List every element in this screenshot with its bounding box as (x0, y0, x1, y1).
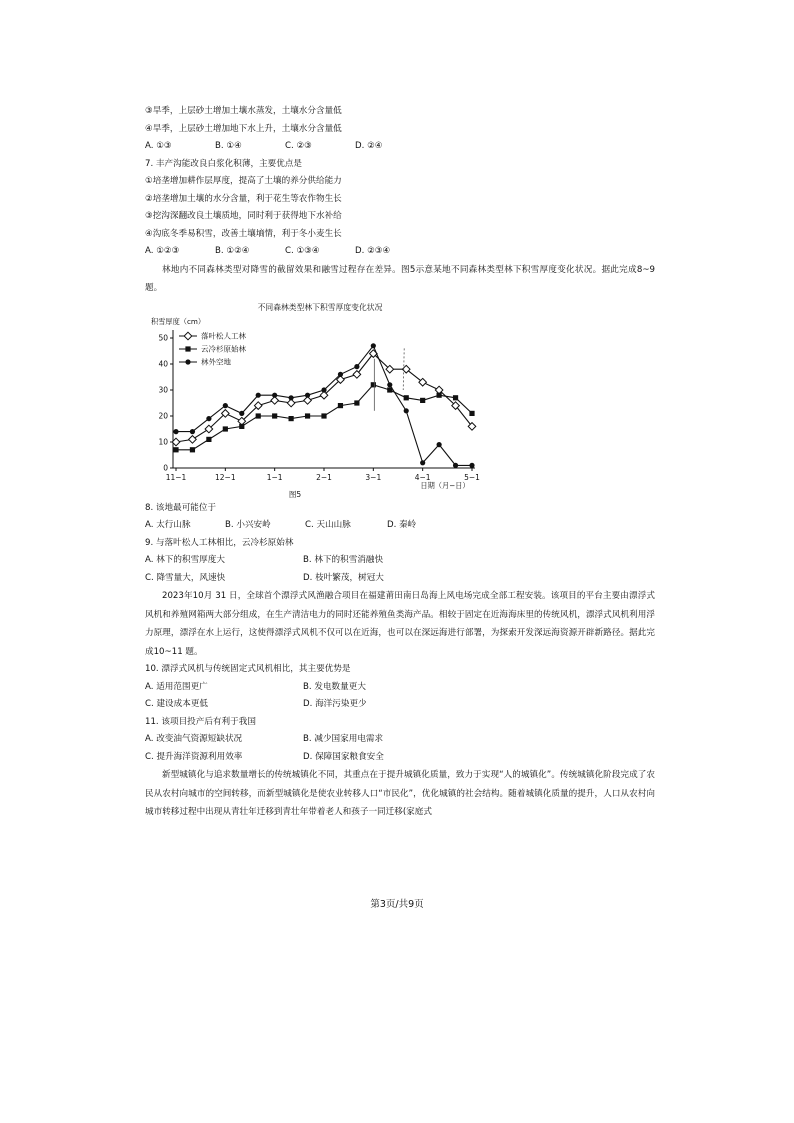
point-square (223, 426, 228, 431)
point-square (190, 447, 195, 452)
point-dot (206, 416, 211, 421)
q11-choices-row2 (145, 749, 655, 767)
y-tick-label: 0 (163, 463, 168, 472)
q9-choice-b[interactable]: B. 林下的积雪消融快 (303, 555, 384, 565)
q9-choice-a[interactable]: A. 林下的积雪厚度大 (145, 555, 225, 565)
x-tick-label: 5−1 (464, 472, 480, 482)
point-square (173, 447, 178, 452)
q7-item-2: ②培垄增加土壤的水分含量，利于花生等农作物生长 (145, 193, 342, 204)
q9-choice-c[interactable]: C. 降雪量大，风速快 (145, 572, 226, 583)
legend-marker-diamond (184, 332, 192, 340)
x-tick-label: 2−1 (316, 472, 332, 482)
point-square (469, 410, 474, 415)
point-square (321, 413, 326, 418)
q9-choice-d[interactable]: D. 枝叶繁茂，树冠大 (303, 572, 384, 583)
q7-item-4: ④沟底冬季易积雪，改善土壤墒情，利于冬小麦生长 (145, 228, 342, 239)
q11-choice-a[interactable]: A. 改变油气资源短缺状况 (145, 734, 243, 744)
y-tick-label: 20 (158, 411, 168, 420)
point-dot (256, 392, 261, 397)
intro-next: 新型城镇化与追求数量增长的传统城镇化不同，其重点在于提升城镇化质量，致力于实现“人的城镇化”。传统城镇化阶段完成了农民从农村向城市的空间转移，而新型城镇化是使农业转移人口“市民化”，优化城镇的社会结构。随着城镇化质量的提升，人口从农村向城市转移过程中出现从青壮年迁移到青壮年带着老人和孩子一同迁移(家庭式 (145, 770, 655, 817)
point-square (354, 400, 359, 405)
point-dot (387, 382, 392, 387)
q6-choice-a[interactable]: A. ①③ (145, 141, 172, 151)
chart-title: 不同森林类型林下积雪厚度变化状况 (257, 302, 383, 312)
point-dot (173, 429, 178, 434)
point-dot (453, 462, 458, 467)
q10-choice-d[interactable]: D. 海洋污染更少 (303, 699, 367, 709)
x-axis-label: 日期（月−日） (420, 480, 470, 490)
legend-label-2: 云冷杉原始林 (201, 344, 246, 354)
chart-svg (145, 300, 495, 500)
x-tick-label: 12−1 (215, 472, 236, 482)
q6-choice-d[interactable]: D. ②④ (355, 141, 383, 151)
q9-stem: 9. 与落叶松人工林相比，云冷杉原始林 (145, 537, 294, 548)
q9-choices-row1 (145, 552, 655, 570)
y-tick-label: 10 (158, 437, 168, 446)
q11-choices-row1 (145, 731, 655, 749)
point-square (453, 395, 458, 400)
point-dot (354, 364, 359, 369)
point-square (239, 423, 244, 428)
point-dot (371, 343, 376, 348)
legend-label-3: 林外空地 (201, 357, 231, 367)
q6-choice-b[interactable]: B. ①④ (215, 141, 242, 151)
q6-choices (145, 138, 655, 156)
x-tick-label: 3−1 (365, 472, 382, 482)
q6-item-3: ③旱季，上层砂土增加土壤水蒸发，土壤水分含量低 (145, 106, 342, 116)
point-diamond (189, 435, 197, 443)
y-tick-label: 40 (158, 359, 168, 368)
q8-choice-c[interactable]: C. 天山山脉 (305, 520, 351, 530)
y-tick-label: 50 (158, 333, 168, 342)
q10-choices-row2 (145, 696, 655, 714)
point-dot (239, 410, 244, 415)
q11-stem: 11. 该项目投产后有利于我国 (145, 716, 256, 727)
q7-choice-b[interactable]: B. ①②④ (215, 246, 250, 256)
q7-choice-a[interactable]: A. ①②③ (145, 246, 180, 256)
q10-stem: 10. 漂浮式风机与传统固定式风机相比，其主要优势是 (145, 664, 351, 674)
point-dot (272, 392, 277, 397)
q6-item-4: ④旱季，上层砂土增加地下水上升，土壤水分含量低 (145, 123, 342, 134)
point-square (338, 403, 343, 408)
point-square (371, 382, 376, 387)
q6-choice-c[interactable]: C. ②③ (285, 141, 312, 151)
point-square (305, 413, 310, 418)
y-tick-label: 30 (158, 385, 168, 394)
figure-5-chart (145, 300, 495, 500)
q9-choices-row2 (145, 570, 655, 588)
point-dot (305, 392, 310, 397)
point-dot (437, 442, 442, 447)
q8-choices (145, 517, 655, 535)
point-dot (190, 429, 195, 434)
q7-item-3: ③挖沟深翻改良土壤质地，同时利于获得地下水补给 (145, 211, 342, 221)
q7-item-1: ①培垄增加耕作层厚度，提高了土壤的养分供给能力 (145, 176, 342, 186)
x-tick-label: 11−1 (165, 472, 187, 482)
q7-stem: 7. 丰产沟能改良白浆化积薄，主要优点是 (145, 158, 303, 169)
q10-choices-row1 (145, 679, 655, 697)
point-dot (321, 387, 326, 392)
y-axis-label: 积雪厚度（cm） (151, 316, 206, 326)
legend-label-1: 落叶松人工林 (201, 331, 246, 341)
q8-choice-a[interactable]: A. 太行山脉 (145, 520, 191, 530)
point-square (206, 436, 211, 441)
page-content (145, 103, 655, 822)
point-dot (404, 408, 409, 413)
point-square (256, 413, 261, 418)
point-square (404, 395, 409, 400)
q11-choice-b[interactable]: B. 减少国家用电需求 (303, 734, 384, 744)
figure-caption: 图5 (288, 489, 302, 499)
q7-choice-c[interactable]: C. ①③④ (285, 246, 320, 256)
point-dot (289, 395, 294, 400)
q10-choice-c[interactable]: C. 建设成本更低 (145, 699, 209, 709)
point-square (437, 392, 442, 397)
q7-choices (145, 243, 655, 261)
point-square (289, 416, 294, 421)
q8-choice-d[interactable]: D. 秦岭 (387, 520, 417, 530)
q7-choice-d[interactable]: D. ②③④ (355, 246, 391, 256)
x-tick-label: 4−1 (414, 472, 431, 482)
point-dot (338, 371, 343, 376)
q10-choice-a[interactable]: A. 适用范围更广 (145, 681, 208, 692)
q8-stem: 8. 该地最可能位于 (145, 502, 217, 513)
legend-marker-square (185, 346, 190, 351)
point-square (272, 413, 277, 418)
q11-choice-c[interactable]: C. 提升海洋资源利用效率 (145, 751, 243, 762)
q8-choice-b[interactable]: B. 小兴安岭 (225, 520, 271, 530)
intro-10-11: 2023年10月 31 日，全球首个漂浮式风渔融合项目在福建莆田南日岛海上风电场完成全部工程安装。该项目的平台主要由漂浮式风机和养殖网箱两大部分组成，在生产清洁电力的同时还能养殖鱼类海产品。相较于固定在近海海床里的传统风机，漂浮式风机利用浮力原理，漂浮在水上运行，这使得漂浮式风机不仅可以在近海，也可以在深远海进行部署，为探索开发深远海资源开辟新路径。据此完成10~11 题。 (145, 591, 655, 657)
x-tick-label: 1−1 (266, 472, 283, 482)
point-dot (469, 462, 474, 467)
q11-choice-d[interactable]: D. 保障国家粮食安全 (303, 751, 384, 762)
point-square (420, 397, 425, 402)
page-number: 第3页/共9页 (370, 899, 424, 910)
point-dot (223, 403, 228, 408)
point-dot (420, 460, 425, 465)
q10-choice-b[interactable]: B. 发电数量更大 (303, 681, 366, 692)
pen-mark (403, 348, 404, 390)
intro-8-9: 林地内不同森林类型对降雪的截留效果和融雪过程存在差异。图5示意某地不同森林类型林下积雪厚度变化状况。据此完成8~9题。 (145, 264, 655, 293)
legend-marker-dot (185, 359, 190, 364)
